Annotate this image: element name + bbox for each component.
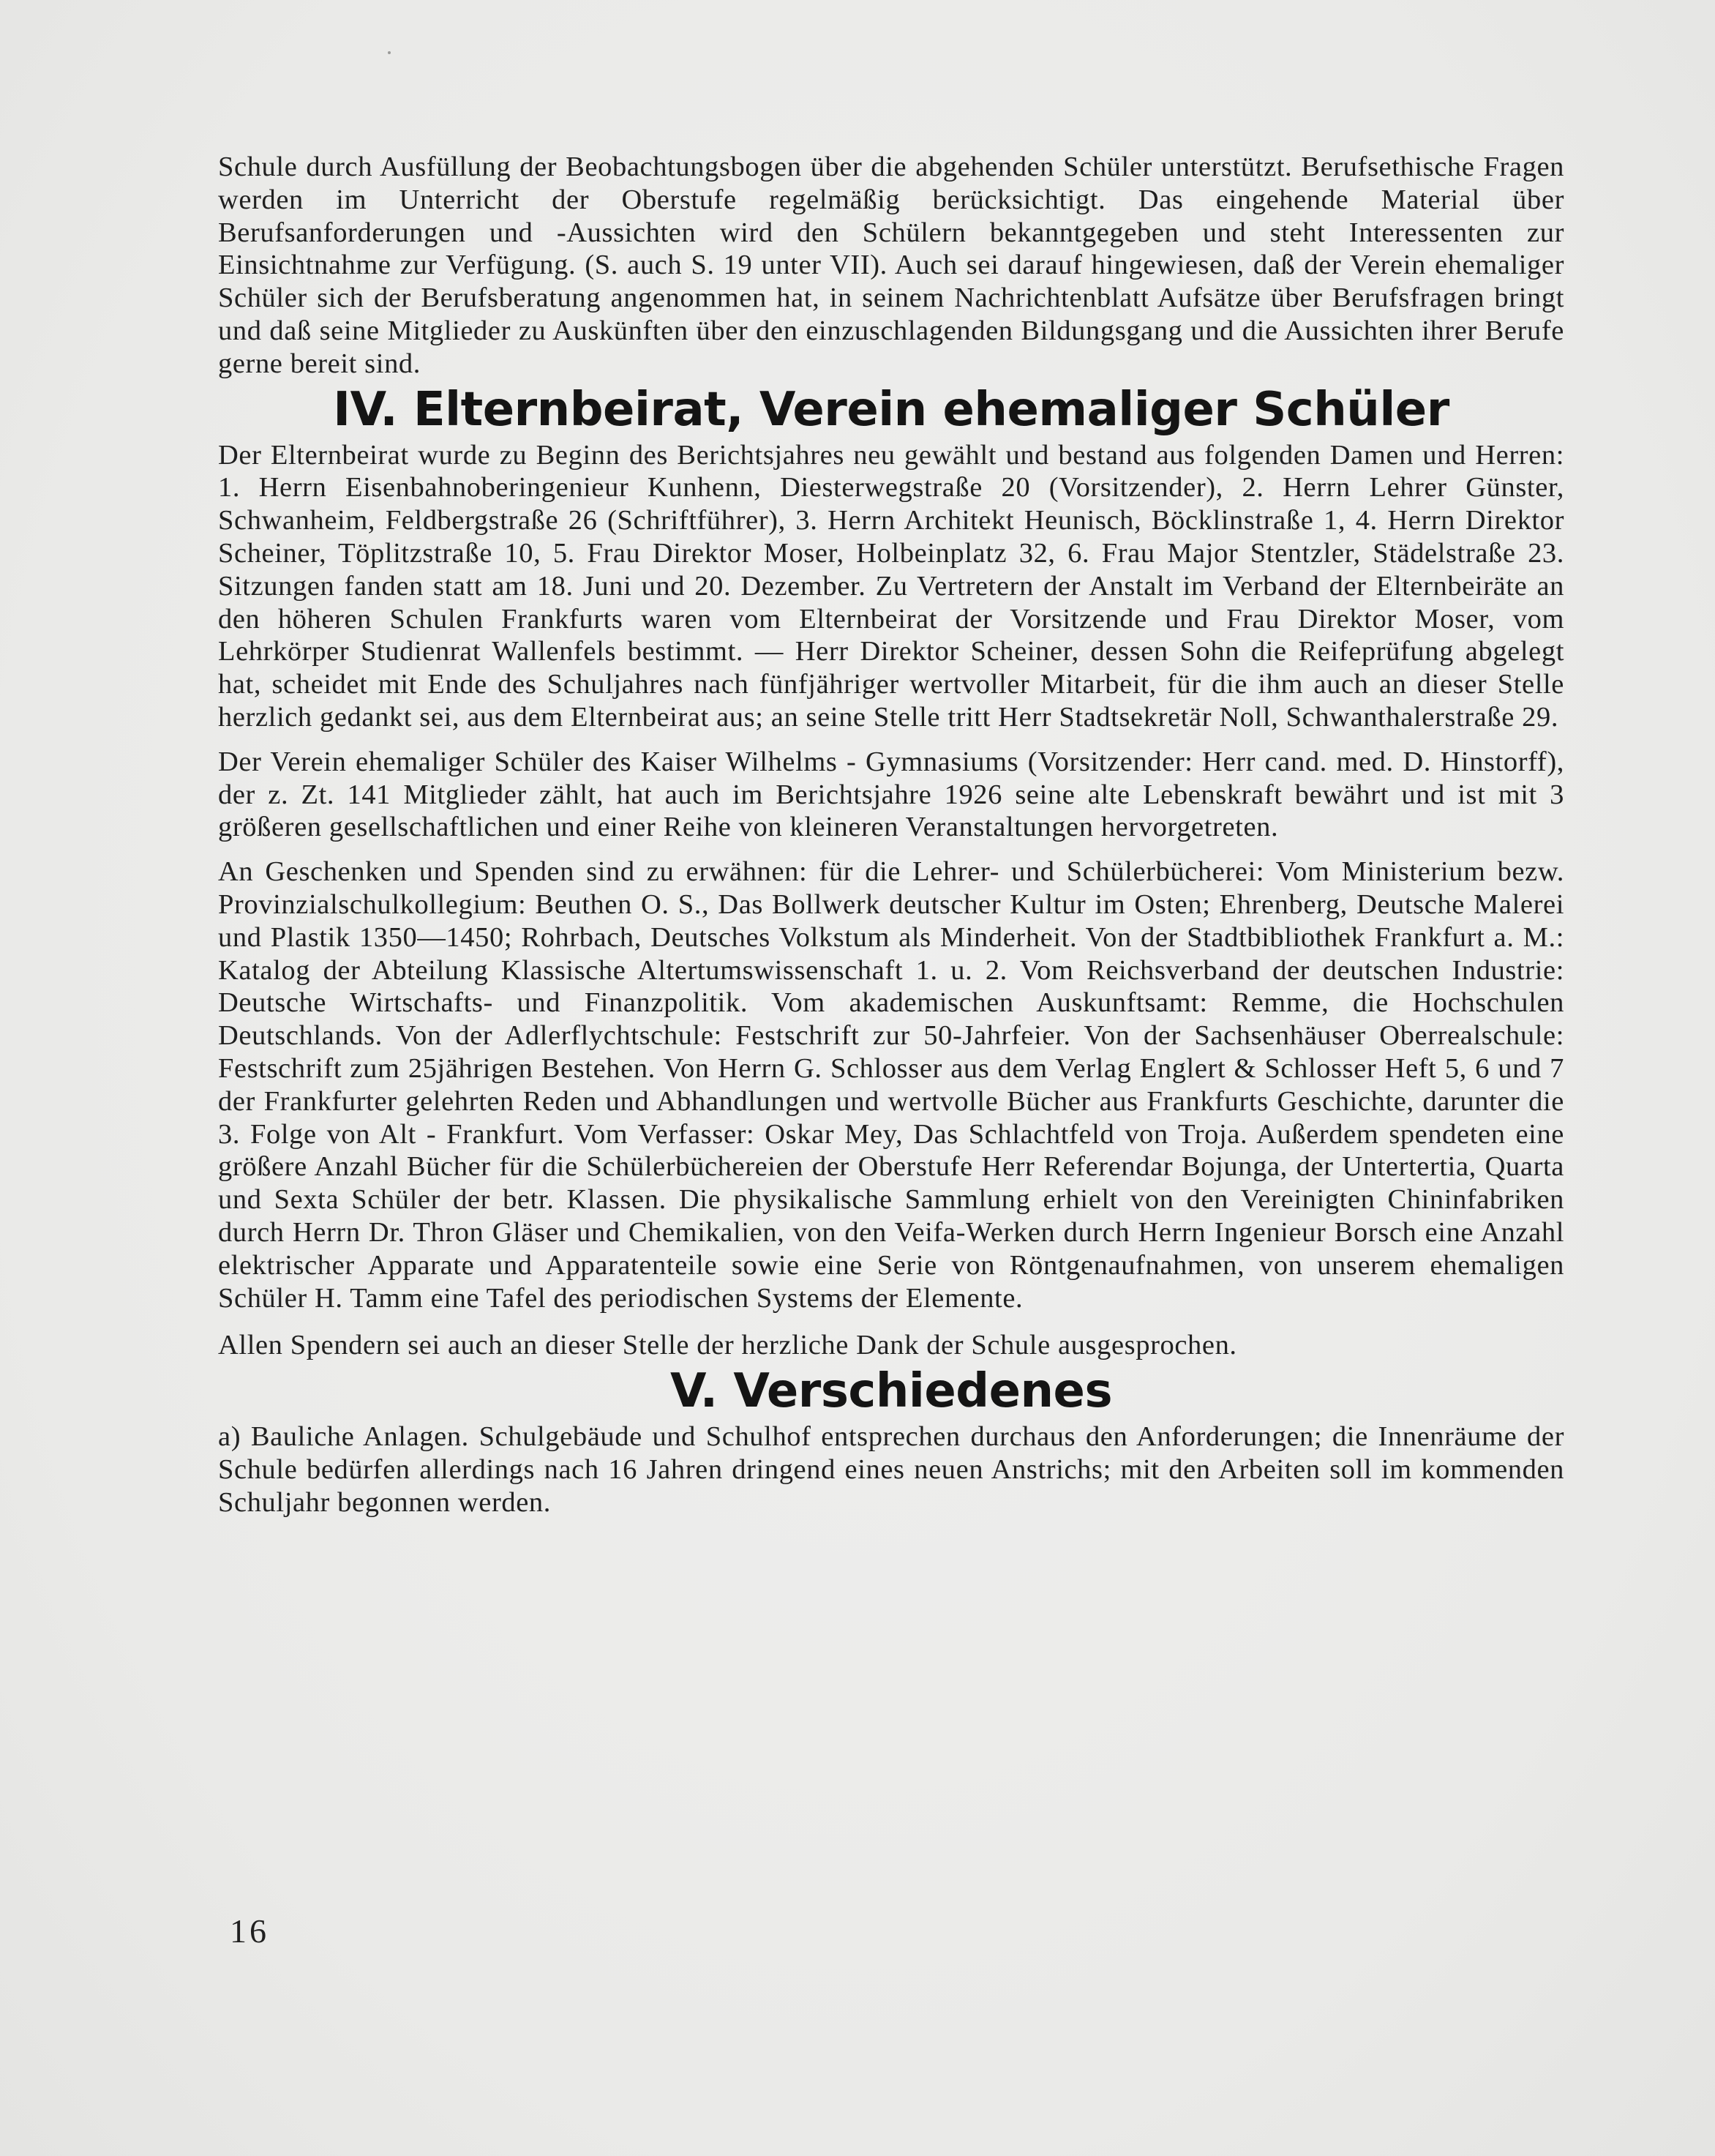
elternbeirat-paragraph: Der Elternbeirat wurde zu Beginn des Berichtsjahres neu gewählt und bestand aus folgenden Damen und Herren: 1. Herrn Eisenbahnoberingenieur Kunhenn, Diesterwegstraße 20 (Vorsitzender), 2. Herrn Lehrer Günster, Schwanheim, Feldbergstraße 26 (Schriftführer), 3. Herrn Architekt Heunisch, Böcklinstraße 1, 4. Herrn Direktor Scheiner, Töplitzstraße 10, 5. Frau Direktor Moser, Holbeinplatz 32, 6. Frau Major Stentzler, Städelstraße 23. Sitzungen fanden statt am 18. Juni und 20. Dezember. Zu Vertretern der Anstalt im Verband der Elternbeiräte an den höheren Schulen Frankfurts waren vom Elternbeirat der Vorsitzende und Frau Direktor Moser, vom Lehrkörper Studienrat Wallenfels bestimmt. — Herr Direktor Scheiner, dessen Sohn die Reifeprüfung abgelegt hat, scheidet mit Ende des Schuljahres nach fünfjähriger wertvoller Mitarbeit, für die ihm auch an dieser Stelle herzlich gedankt sei, aus dem Elternbeirat aus; an seine Stelle tritt Herr Stadtsekretär Noll, Schwanthalerstraße 29. bbox=[218, 439, 1564, 733]
geschenke-paragraph: An Geschenken und Spenden sind zu erwähnen: für die Lehrer- und Schülerbücherei: Vom Ministerium bezw. Provinzialschulkollegium: Beuthen O. S., Das Bollwerk deutscher Kultur im Osten; Ehrenberg, Deutsche Malerei und Plastik 1350—1450; Rohrbach, Deutsches Volkstum als Minderheit. Von der Stadtbibliothek Frankfurt a. M.: Katalog der Abteilung Klassische Altertumswissenschaft 1. u. 2. Vom Reichsverband der deutschen Industrie: Deutsche Wirtschafts- und Finanzpolitik. Vom akademischen Auskunftsamt: Remme, die Hochschulen Deutschlands. Von der Adlerflychtschule: Festschrift zur 50-Jahrfeier. Von der Sachsenhäuser Oberrealschule: Festschrift zum 25jährigen Bestehen. Von Herrn G. Schlosser aus dem Verlag Englert & Schlosser Heft 5, 6 und 7 der Frankfurter gelehrten Reden und Abhandlungen und wertvolle Bücher aus Frankfurts Geschichte, darunter die 3. Folge von Alt - Frankfurt. Vom Verfasser: Oskar Mey, Das Schlachtfeld von Troja. Außerdem spendeten eine größere Anzahl Bücher für die Schülerbüchereien der Oberstufe Herr Referendar Bojunga, der Untertertia, Quarta und Sexta Schüler der betr. Klassen. Die physikalische Sammlung erhielt von den Vereinigten Chininfabriken durch Herrn Dr. Thron Gläser und Chemikalien, von den Veifa-Werken durch Herrn Ingenieur Borsch eine Anzahl elektrischer Apparate und Apparatenteile sowie eine Serie von Röntgenaufnahmen, von unserem ehemaligen Schüler H. Tamm eine Tafel des periodischen Systems der Elemente. bbox=[218, 856, 1564, 1314]
text-column bbox=[218, 151, 1564, 1519]
intro-paragraph: Schule durch Ausfüllung der Beobachtungsbogen über die abgehenden Schüler unterstützt. Berufsethische Fragen werden im Unterricht der Oberstufe regelmäßig berücksichtigt. Das eingehende Material über Berufsanforderungen und -Aussichten wird den Schülern bekanntgegeben und steht Interessenten zur Einsichtnahme zur Verfügung. (S. auch S. 19 unter VII). Auch sei darauf hingewiesen, daß der Verein ehemaliger Schüler sich der Berufsberatung angenommen hat, in seinem Nachrichtenblatt Aufsätze über Berufsfragen bringt und daß seine Mitglieder zu Auskünften über den einzuschlagenden Bildungsgang und die Aussichten ihrer Berufe gerne bereit sind. bbox=[218, 151, 1564, 379]
paper-speck bbox=[388, 51, 391, 54]
section-v-heading: V. Verschiedenes bbox=[669, 1364, 1113, 1419]
dank-paragraph: Allen Spendern sei auch an dieser Stelle der herzliche Dank der Schule ausgesprochen. bbox=[218, 1330, 1237, 1361]
bauliche-anlagen-paragraph: a) Bauliche Anlagen. Schulgebäude und Schulhof entsprechen durchaus den Anforderungen; die Innenräume der Schule bedürfen allerdings nach 16 Jahren dringend eines neuen Anstrichs; mit den Arbeiten soll im kommenden Schuljahr begonnen werden. bbox=[218, 1421, 1564, 1518]
verein-paragraph: Der Verein ehemaliger Schüler des Kaiser Wilhelms - Gymnasiums (Vorsitzender: Herr cand. med. D. Hinstorff), der z. Zt. 141 Mitglieder zählt, hat auch im Berichtsjahre 1926 seine alte Lebenskraft bewährt und ist mit 3 größeren gesellschaftlichen und einer Reihe von kleineren Veranstaltungen hervorgetreten. bbox=[218, 746, 1564, 843]
page-number: 16 bbox=[230, 1912, 269, 1950]
section-iv-heading: IV. Elternbeirat, Verein ehemaliger Schüler bbox=[333, 382, 1449, 437]
